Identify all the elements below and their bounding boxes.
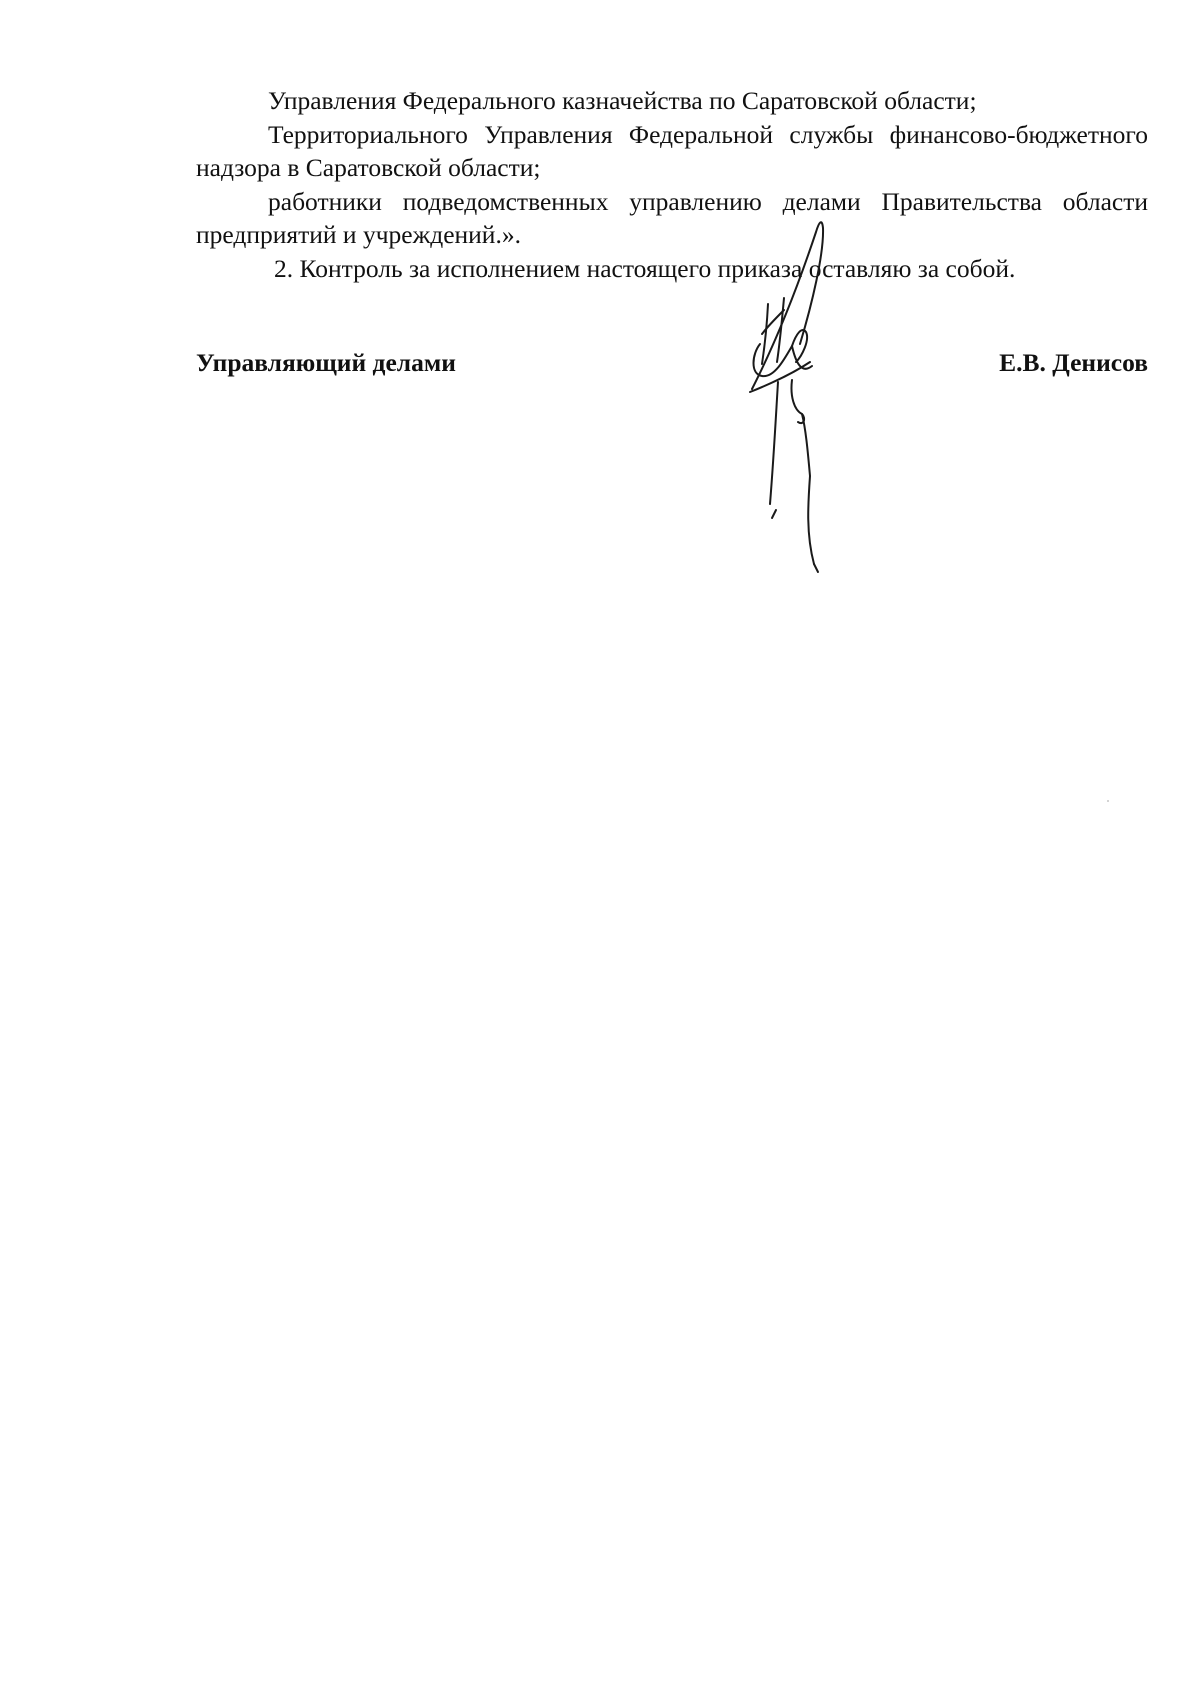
signature-block	[196, 348, 1148, 388]
paragraph-control: 2. Контроль за исполнением настоящего приказа оставляю за собой.	[274, 253, 1016, 283]
paragraph-treasury: Управления Федерального казначейства по Саратовской области;	[268, 86, 977, 115]
paragraph-employees: работники подведомственных управлению делами Правительства области предприятий и учреждений.».	[196, 186, 1148, 249]
scan-speck	[1107, 800, 1109, 802]
document-body	[196, 84, 1148, 285]
paragraph-budget-supervision: Территориального Управления Федеральной службы финансово-бюджетного надзора в Саратовской области;	[196, 119, 1148, 182]
signer-position: Управляющий делами	[196, 348, 456, 377]
signer-name: Е.В. Денисов	[999, 348, 1148, 377]
